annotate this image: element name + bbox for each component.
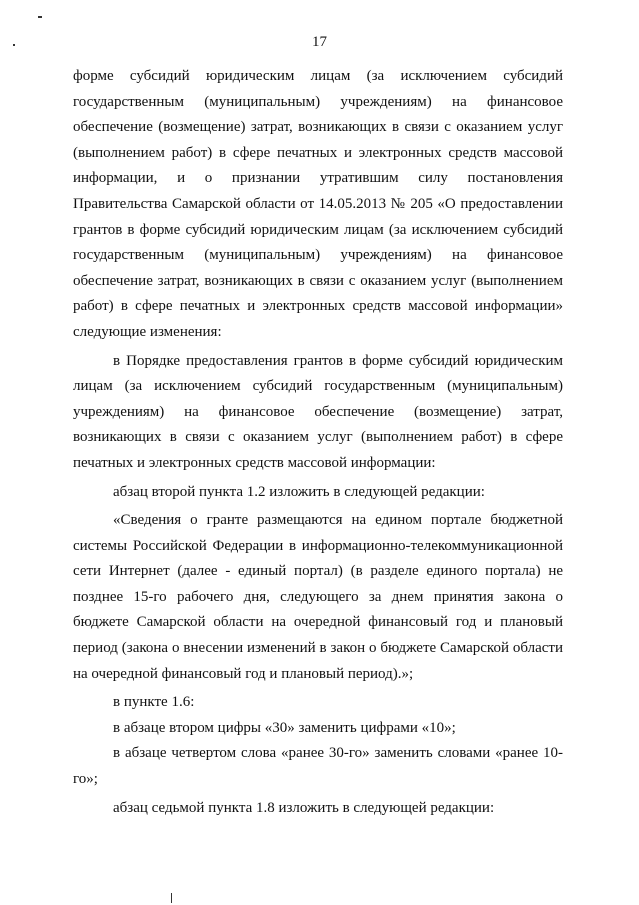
paragraph-6: в абзаце втором цифры «30» заменить цифрами «10»; [113, 719, 456, 736]
paragraph-1: форме субсидий юридическим лицам (за исключением субсидий государственным (муниципальным) учреждениям) на финансовое обеспечение (возмещение) затрат, возникающих в связи с оказанием услуг (выполнением работ) в сфере печатных и электронных средств массовой информации, и о признании утратившим силу постановления Правительства Самарской области от 14.05.2013 № 205 «О предоставлении грантов в форме субсидий юридическим лицам (за исключением субсидий государственным (муниципальным) учреждениям) на финансовое обеспечение затрат, возникающих в связи с оказанием услуг (выполнением работ) в сфере печатных и электронных средств массовой информации» следующие изменения: [73, 68, 563, 340]
scan-mark [13, 44, 15, 46]
paragraph-5: в пункте 1.6: [113, 694, 195, 711]
paragraph-2: в Порядке предоставления грантов в форме субсидий юридическим лицам (за исключением субсидий государственным (муниципальным) учреждениям) на финансовое обеспечение (возмещение) затрат, возникающих в связи с оказанием услуг (выполнением работ) в сфере печатных и электронных средств массовой информации: [73, 352, 563, 471]
document-body [73, 64, 563, 821]
page-number: 17 [312, 34, 327, 50]
paragraph-4: «Сведения о гранте размещаются на едином портале бюджетной системы Российской Федерации в информационно-телекоммуникационной сети Интернет (далее - единый портал) (в разделе единого портала) не позднее 15-го рабочего дня, следующего за днем принятия закона о бюджете Самарской области на очередной финансовый год и плановый период (закона о внесении изменений в закон о бюджете Самарской области на очередной финансовый год и плановый период).»; [73, 512, 563, 682]
paragraph-8: абзац седьмой пункта 1.8 изложить в следующей редакции: [113, 799, 495, 816]
scan-mark [38, 16, 42, 18]
paragraph-7: в абзаце четвертом слова «ранее 30-го» заменить словами «ранее 10-го»; [73, 745, 563, 788]
scan-mark [171, 893, 172, 903]
paragraph-3: абзац второй пункта 1.2 изложить в следующей редакции: [113, 483, 485, 500]
